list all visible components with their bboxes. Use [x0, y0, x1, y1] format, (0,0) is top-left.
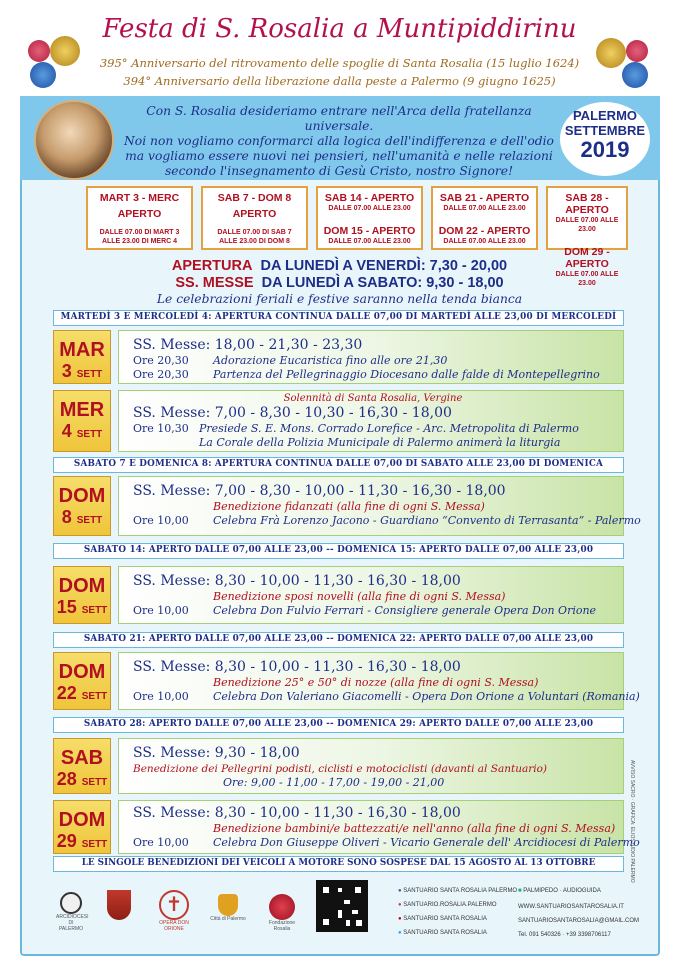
- date-tag-weekday: SAB: [60, 747, 104, 769]
- schedule-strip-3-4: MARTEDÌ 3 E MERCOLEDÌ 4: APERTURA CONTINUA DALLE 07,00 DI MARTEDÌ ALLE 23,00 DI MERCOLEDÌ: [53, 310, 624, 326]
- date-badge: [560, 102, 650, 176]
- date-tag-number: 4: [61, 421, 72, 441]
- logo-caption: ARCIDIOCESI DI PALERMO: [56, 914, 89, 932]
- opening-hours: [0, 258, 679, 274]
- event-time: Ore 10,00: [133, 836, 189, 849]
- intro-line: Noi non vogliamo conformarci alla logica dell'indifferenza e dell'odio: [124, 134, 554, 148]
- schedule-strip-7-8: SABATO 7 E DOMENICA 8: APERTURA CONTINUA DALLE 07,00 DI SABATO ALLE 23,00 DI DOMENICA: [53, 457, 624, 473]
- opening-box-title: MART 3 - MERC: [99, 192, 180, 204]
- opening-hours-label: APERTURA: [171, 258, 253, 274]
- opening-box-note: ALLE 23.00 DI DOM 8: [219, 238, 290, 245]
- logo-arcidiocesi: [56, 892, 89, 932]
- date-tag-mar-3: [53, 330, 111, 384]
- event-time: Ore 10,00: [133, 514, 189, 527]
- date-tag-month: SETT: [81, 777, 108, 788]
- website-link[interactable]: WWW.SANTUARIOSANTAROSALIA.IT: [518, 904, 624, 910]
- rose-icon: [269, 894, 295, 920]
- opening-box-3-4: [86, 186, 193, 250]
- opening-box-title: SAB 7 - DOM 8: [217, 192, 292, 204]
- date-tag-number: 15: [56, 597, 77, 617]
- opening-box-status: APERTO: [232, 208, 277, 220]
- opening-box-note: DALLE 07.00 ALLE 23.00: [443, 238, 526, 245]
- email-link[interactable]: SANTUARIOSANTAROSALIA@GMAIL.COM: [518, 918, 639, 924]
- opening-box-note: DALLE 07.00 ALLE 23.00: [555, 217, 619, 233]
- subtitle-anniversary-2: 394° Anniversario della liberazione dalla peste a Palermo (9 giugno 1625): [123, 74, 556, 88]
- opening-box-title: SAB 28 - APERTO: [565, 192, 609, 216]
- event-masses: SS. Messe: 8,30 - 10,00 - 11,30 - 16,30 - 18,00: [133, 659, 461, 675]
- badge-month: SETTEMBRE: [564, 123, 646, 138]
- date-tag-number: 3: [61, 361, 72, 381]
- date-tag-dom-15: [53, 566, 111, 624]
- opening-box-note: DALLE 07.00 ALLE 23.00: [555, 271, 619, 287]
- instagram-icon: ●: [398, 902, 402, 908]
- intro-line: Con S. Rosalia desideriamo entrare nell'Arca della fratellanza universale.: [146, 104, 532, 133]
- opening-hours-text: DA LUNEDÌ A VENERDÌ: 7,30 - 20,00: [260, 258, 508, 274]
- opening-box-note: DALLE 07.00 DI SAB 7: [217, 229, 292, 236]
- event-masses: SS. Messe: 7,00 - 8,30 - 10,00 - 11,30 - 16,30 - 18,00: [133, 483, 506, 499]
- schedule-strip-21-22: SABATO 21: APERTO DALLE 07,00 ALLE 23,00 -- DOMENICA 22: APERTO DALLE 07,00 ALLE 23,00: [53, 632, 624, 648]
- event-time: Ore 10,00: [133, 690, 189, 703]
- logo-fondazione: [262, 894, 302, 932]
- event-masses: SS. Messe: 8,30 - 10,00 - 11,30 - 16,30 - 18,00: [133, 573, 461, 589]
- date-tag-month: SETT: [81, 839, 108, 850]
- event-masses: SS. Messe: 8,30 - 10,00 - 11,30 - 16,30 - 18,00: [133, 805, 461, 821]
- date-tag-sab-28: [53, 738, 111, 794]
- vehicle-blessing-notice: LE SINGOLE BENEDIZIONI DEI VEICOLI A MOTORE SONO SOSPESE DAL 15 AGOSTO AL 13 OTTOBRE: [53, 856, 624, 872]
- santa-rosalia-image: [34, 100, 114, 180]
- audioguide-contact[interactable]: [518, 888, 601, 894]
- event-detail: Celebra Frà Lorenzo Jacono - Guardiano “Convento di Terrasanta” - Palermo: [213, 514, 641, 527]
- cross-icon: ✝: [159, 890, 189, 920]
- contact-text: SANTUARIO.ROSALIA.PALERMO: [403, 902, 497, 908]
- intro-text: [118, 104, 560, 179]
- event-detail: Ore: 9,00 - 11,00 - 17,00 - 19,00 - 21,00: [223, 776, 445, 789]
- event-detail: Presiede S. E. Mons. Corrado Lorefice - Arc. Metropolita di Palermo: [199, 422, 579, 435]
- intro-line: secondo l'insegnamento di Gesù Cristo, nostro Signore!: [164, 164, 514, 178]
- date-tag-weekday: DOM: [58, 485, 106, 507]
- event-card-mer-4: [118, 390, 624, 452]
- mass-hours: [0, 275, 679, 291]
- opening-box-note: DALLE 07.00 ALLE 23.00: [328, 238, 411, 245]
- date-tag-month: SETT: [76, 515, 103, 526]
- date-tag-weekday: MER: [59, 399, 105, 421]
- event-masses: SS. Messe: 9,30 - 18,00: [133, 745, 300, 761]
- event-blessing: Benedizione fidanzati (alla fine di ogni S. Messa): [213, 500, 485, 513]
- event-time: Ore 20,30: [133, 368, 189, 381]
- celebration-note: Le celebrazioni feriali e festive saranno nella tenda bianca: [156, 292, 523, 306]
- intro-line: ma vogliamo essere nuovi nei pensieri, nell'umanità e nelle relazioni: [125, 149, 553, 163]
- schedule-strip-28-29: SABATO 28: APERTO DALLE 07,00 ALLE 23,00 -- DOMENICA 29: APERTO DALLE 07,00 ALLE 23,00: [53, 717, 624, 733]
- logo-coat-of-arms: [104, 890, 134, 920]
- facebook-contact[interactable]: [398, 888, 517, 894]
- event-blessing: Benedizione sposi novelli (alla fine di ogni S. Messa): [213, 590, 506, 603]
- opening-box-status: APERTO: [117, 208, 162, 220]
- event-blessing: Benedizione 25° e 50° di nozze (alla fine di ogni S. Messa): [213, 676, 539, 689]
- event-blessing: Benedizione bambini/e battezzati/e nell'anno (alla fine di ogni S. Messa): [213, 822, 616, 835]
- date-tag-number: 29: [56, 831, 77, 851]
- seal-icon: [60, 892, 82, 914]
- event-card-sab-28: [118, 738, 624, 794]
- qr-code[interactable]: [316, 880, 368, 932]
- opening-box-21-22: [431, 186, 538, 250]
- contact-text: SANTUARIO SANTA ROSALIA: [403, 930, 487, 936]
- date-tag-mer-4: [53, 390, 111, 452]
- mass-hours-text: DA LUNEDÌ A SABATO: 9,30 - 18,00: [261, 275, 504, 291]
- opening-box-note: DALLE 07.00 DI MART 3: [99, 229, 180, 236]
- opening-box-title: DOM 15 - APERTO: [323, 225, 416, 237]
- opening-box-7-8: [201, 186, 308, 250]
- event-masses: SS. Messe: 18,00 - 21,30 - 23,30: [133, 337, 363, 353]
- youtube-icon: ●: [398, 916, 402, 922]
- event-detail: Celebra Don Valeriano Giacomelli - Opera Don Orione a Voluntari (Romania): [213, 690, 640, 703]
- facebook-icon: ●: [398, 888, 402, 894]
- event-detail: Celebra Don Fulvio Ferrari - Consigliere generale Opera Don Orione: [213, 604, 597, 617]
- date-tag-dom-29: [53, 800, 111, 854]
- credit-text: AVVISO SACRO · GRAFICA: ELIOSTUDIO PALERMO: [629, 760, 635, 883]
- logo-citta-palermo: [208, 894, 248, 922]
- event-card-dom-15: [118, 566, 624, 624]
- contact-text: SANTUARIO SANTA ROSALIA: [403, 916, 487, 922]
- opening-box-note: ALLE 23.00 DI MERC 4: [101, 238, 178, 245]
- logo-caption: Fondazione Rosalia: [268, 920, 296, 932]
- coat-of-arms-icon: [107, 890, 131, 920]
- badge-city: PALERMO: [572, 108, 638, 123]
- date-tag-month: SETT: [81, 605, 108, 616]
- event-card-mar-3: [118, 330, 624, 384]
- contact-text: SANTUARIO SANTA ROSALIA PALERMO: [403, 888, 518, 894]
- mass-hours-label: SS. MESSE: [175, 275, 254, 291]
- opening-box-note: DALLE 07.00 ALLE 23.00: [328, 205, 411, 212]
- event-time: Ore 10,00: [133, 604, 189, 617]
- date-tag-dom-22: [53, 652, 111, 710]
- opening-box-title: SAB 21 - APERTO: [439, 192, 530, 204]
- date-tag-month: SETT: [76, 369, 103, 380]
- event-card-dom-22: [118, 652, 640, 710]
- contact-text: PALMIPEDO · AUDIOGUIDA: [523, 888, 601, 894]
- event-detail: Celebra Don Giuseppe Oliveri - Vicario Generale dell' Arcidiocesi di Palermo: [213, 836, 640, 849]
- logo-caption: Città di Palermo: [210, 916, 246, 922]
- twitter-contact[interactable]: [398, 930, 487, 936]
- event-detail: La Corale della Polizia Municipale di Palermo animerà la liturgia: [199, 436, 561, 449]
- event-time: Ore 20,30: [133, 354, 189, 367]
- opening-box-note: DALLE 07.00 ALLE 23.00: [443, 205, 526, 212]
- date-tag-month: SETT: [81, 691, 108, 702]
- event-masses: SS. Messe: 7,00 - 8,30 - 10,30 - 16,30 - 18,00: [133, 405, 452, 421]
- instagram-contact[interactable]: [398, 902, 497, 908]
- logo-don-orione: [154, 890, 194, 932]
- badge-year: 2019: [580, 137, 630, 162]
- date-tag-weekday: DOM: [58, 809, 106, 831]
- date-tag-weekday: DOM: [58, 661, 106, 683]
- event-feast: Solennità di Santa Rosalia, Vergine: [283, 393, 463, 404]
- date-tag-dom-8: [53, 476, 111, 536]
- opening-box-title: DOM 22 - APERTO: [438, 225, 531, 237]
- event-detail: Adorazione Eucaristica fino alle ore 21,30: [213, 354, 448, 367]
- date-tag-weekday: MAR: [59, 339, 105, 361]
- opening-box-14-15: [316, 186, 423, 250]
- phone-contact: Tel. 091 540326 · +39 3398706117: [518, 932, 611, 938]
- event-card-dom-8: [118, 476, 641, 536]
- event-card-dom-29: [118, 800, 640, 854]
- eagle-icon: [218, 894, 238, 916]
- audioguide-icon: ■: [518, 888, 522, 894]
- page-title: Festa di S. Rosalia a Muntipiddirinu: [102, 14, 577, 44]
- event-blessing: Benedizione dei Pellegrini podisti, ciclisti e motociclisti (davanti al Santuario): [133, 763, 548, 775]
- date-tag-weekday: DOM: [58, 575, 106, 597]
- event-time: Ore 10,30: [133, 422, 189, 435]
- date-tag-number: 28: [56, 769, 77, 789]
- subtitle-anniversary-1: 395° Anniversario del ritrovamento delle spoglie di Santa Rosalia (15 luglio 1624): [99, 56, 580, 70]
- opening-box-title: SAB 14 - APERTO: [324, 192, 415, 204]
- youtube-contact[interactable]: [398, 916, 487, 922]
- event-detail: Partenza del Pellegrinaggio Diocesano dalle falde di Montepellegrino: [213, 368, 600, 381]
- date-tag-number: 22: [56, 683, 77, 703]
- logo-caption: OPERA DON ORIONE: [159, 920, 189, 932]
- opening-box-28-29: [546, 186, 628, 287]
- schedule-strip-14-15: SABATO 14: APERTO DALLE 07,00 ALLE 23,00 -- DOMENICA 15: APERTO DALLE 07,00 ALLE 23,00: [53, 543, 624, 559]
- date-tag-number: 8: [61, 507, 72, 527]
- opening-box-title: DOM 29 - APERTO: [564, 246, 610, 270]
- date-tag-month: SETT: [76, 429, 103, 440]
- twitter-icon: ●: [398, 930, 402, 936]
